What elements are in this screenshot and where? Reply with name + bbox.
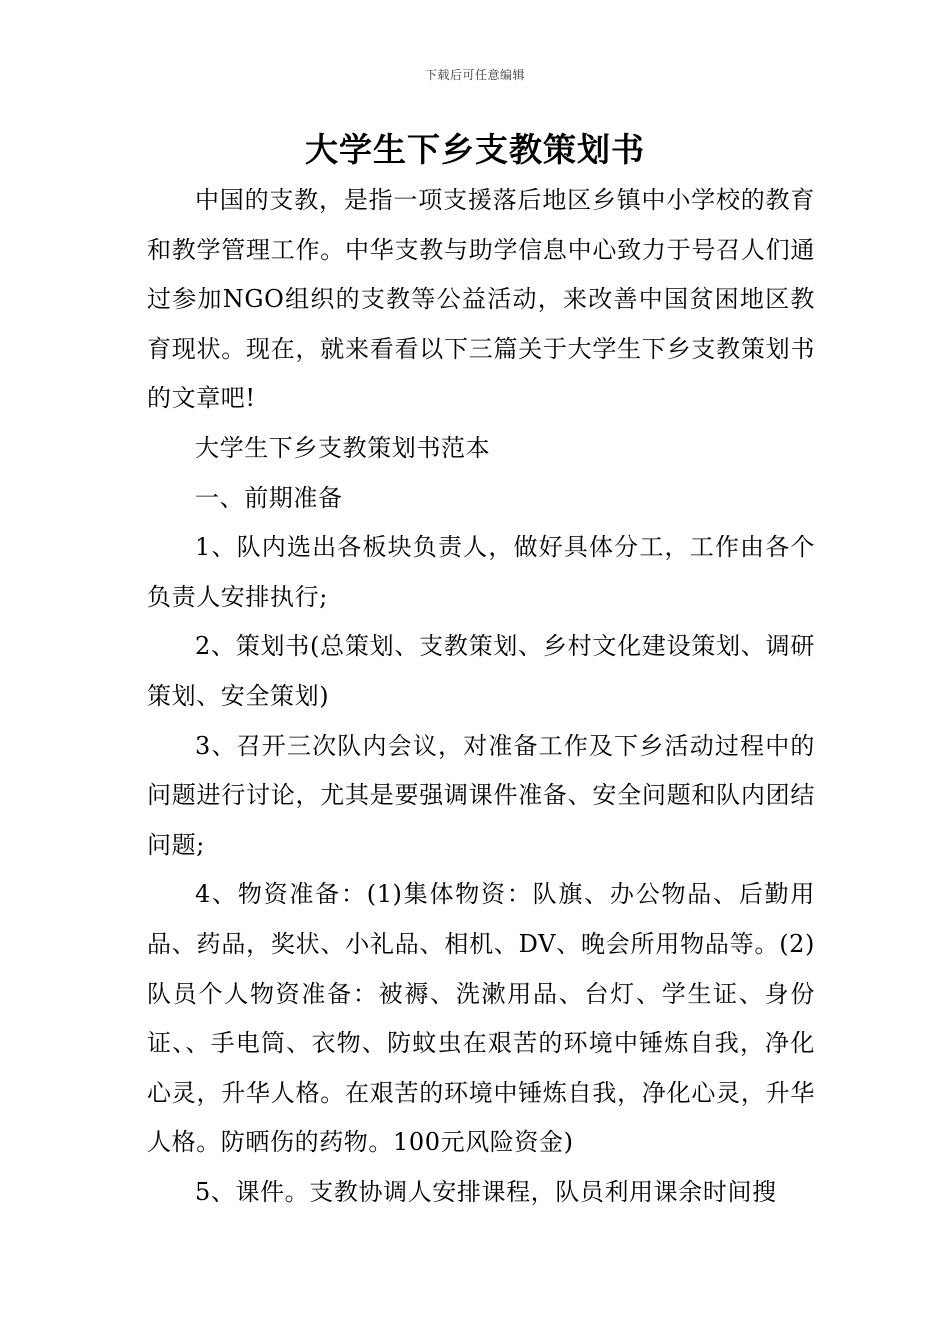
- list-item-1: 1、队内选出各板块负责人，做好具体分工，工作由各个负责人安排执行;: [147, 533, 815, 611]
- list-item-3: 3、召开三次队内会议，对准备工作及下乡活动过程中的问题进行讨论，尤其是要强调课件准备、安全问题和队内团结问题;: [147, 731, 815, 859]
- section-heading-template: 大学生下乡支教策划书范本: [195, 433, 491, 462]
- list-item-5: 5、课件。支教协调人安排课程，队员利用课余时间搜: [195, 1177, 777, 1206]
- list-item-4: 4、物资准备：(1)集体物资：队旗、办公物品、后勤用品、药品，奖状、小礼品、相机、DV、晚会所用物品等。(2)队员个人物资准备：被褥、洗漱用品、台灯、学生证、身份证、、手电筒、衣物、防蚊虫在艰苦的环境中锤炼自我，净化心灵，升华人格。在艰苦的环境中锤炼自我，净化心灵，升华人格。防晒伤的药物。100元风险资金): [147, 880, 815, 1157]
- page-header-note: 下载后可任意编辑: [424, 68, 525, 82]
- intro-paragraph: 中国的支教，是指一项支援落后地区乡镇中小学校的教育和教学管理工作。中华支教与助学信息中心致力于号召人们通过参加NGO组织的支教等公益活动，来改善中国贫困地区教育现状。现在，就来看看以下三篇关于大学生下乡支教策划书的文章吧!: [147, 186, 815, 413]
- list-item-2: 2、策划书(总策划、支教策划、乡村文化建设策划、调研策划、安全策划): [147, 632, 815, 710]
- document-body: [147, 176, 815, 1217]
- document-title: 大学生下乡支教策划书: [305, 130, 645, 169]
- section-heading-preparation: 一、前期准备: [195, 483, 343, 512]
